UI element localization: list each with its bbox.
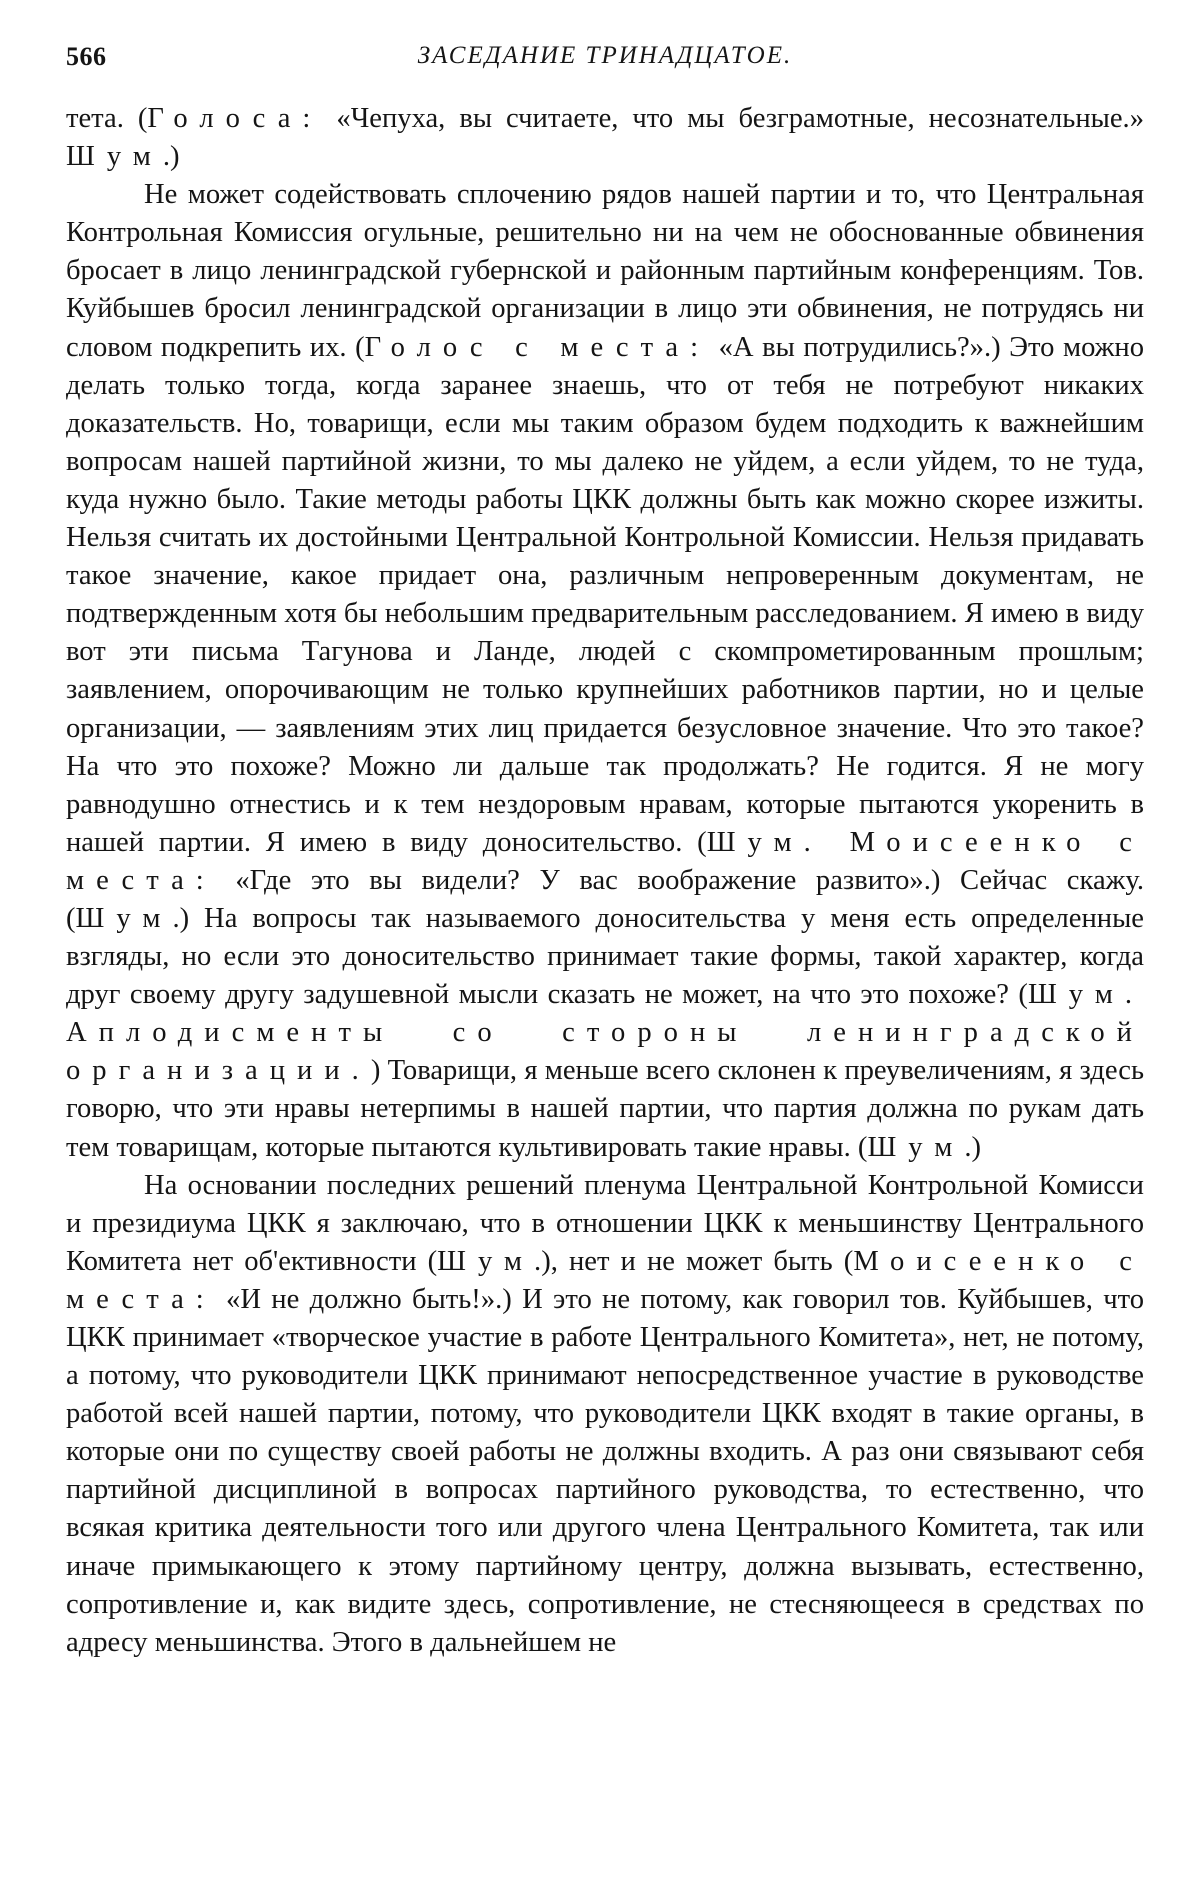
text-run: «И не должно быть!».) И это не потому, как говорил тов. Куйбышев, что ЦКК принимает «творческое участие в работе Центрального Комитета», нет, не потому, а потому, что руководители ЦКК принимают непосредственное участие в руководстве работой всей нашей партии, потому, что руководители ЦКК входят в такие органы, в которые они по существу своей работы не должны входить. А раз они связывают себя партийной дисциплиной в вопросах партийного руководства, то естественно, что всякая критика деятельности того или другого члена Центрального Комитета, так или иначе примыкающего к этому партийному центру, должна вызывать, естественно, сопротивление и, как видите здесь, сопротивление, не стесняющееся в средствах по адресу меньшинства. Этого в дальнейшем не [66,1283,1144,1658]
text-run: .) На вопросы так называемого доносительства у меня есть определенные взгляды, но если это доносительство принимает такие формы, такой характер, когда друг своему другу задушевной мысли сказать не может, на что это похоже? ( [66,902,1144,1011]
spaced-remark: Шум [867,1131,965,1163]
spaced-remark: Шум [437,1245,535,1277]
spaced-remark: Шум [66,141,163,173]
text-run: .) [964,1131,982,1163]
spaced-remark: Шум [75,902,173,934]
text-run: ) Товарищи, я меньше всего склонен к преувеличениям, я здесь говорю, что эти нравы нетерпимы в нашей партии, что партия должна по рукам дать тем товарищам, которые пытаются культивировать такие нравы. ( [66,1055,1144,1163]
spaced-remark: Шум. Моисеенко с места: [66,826,1144,896]
spaced-remark: Голос с места: [364,331,711,363]
spaced-remark: Шум. Аплодисменты со стороны ленинградской организации. [66,979,1144,1087]
page-number: 566 [66,42,107,71]
paragraph [66,1167,1144,1662]
text-run: На основании последних решений пленума Центральной Контрольной Комисси и президиума ЦКК я заключаю, что в отношении ЦКК к меньшинству Центрального Комитета нет об'ективности ( [66,1169,1144,1277]
text-run: .) [162,141,180,173]
text-run: тета. ( [66,103,148,134]
text-run: «Чепуха, вы считаете, что мы безграмотные, несознательные.» [322,103,1145,134]
spaced-remark: Моисеенко с места: [66,1245,1145,1315]
running-title: ЗАСЕДАНИЕ ТРИНАДЦАТОЕ. [417,42,793,69]
paragraph [66,100,1144,176]
paragraph [66,176,1144,1166]
text-run: «А вы потрудились?».) Это можно делать только тогда, когда заранее знаешь, что от тебя не потребуют никаких доказательств. Но, товарищи, если мы таким образом будем подходить к важнейшим вопросам нашей партийной жизни, то мы далеко не уйдем, а если уйдем, то не туда, куда нужно было. Такие методы работы ЦКК должны быть как можно скорее изжиты. Нельзя считать их достойными Центральной Контрольной Комиссии. Нельзя придавать такое значение, какое придает она, различным непроверенным документам, не подтвержденным хотя бы небольшим предварительным расследованием. Я имею в виду вот эти письма Тагунова и Ланде, людей с скомпрометированным прошлым; заявлением, опорочивающим не только крупнейших работников партии, но и целые организации, — заявлениям этих лиц придается безусловное значение. Что это такое? На что это похоже? Можно ли дальше так продолжать? Не годится. Я не могу равнодушно отнестись и к тем нездоровым нравам, которые пытаются укоренить в нашей партии. Я имею в виду доносительство. ( [66,331,1145,858]
text-run: «Где это вы видели? У вас воображение развито».) Сейчас скажу. ( [66,864,1144,934]
text-run: Не может содействовать сплочению рядов нашей партии и то, что Центральная Контрольная Комиссия огульные, решительно ни на чем не обоснованные обвинения бросает в лицо ленинградской губернской и районным партийным конференциям. Тов. Куйбышев бросил ленинградской организации в лицо эти обвинения, не потрудясь ни словом подкрепить их. ( [66,179,1144,363]
text-run: .), нет и не может быть ( [534,1245,854,1277]
spaced-remark: Голоса: [147,103,323,134]
body-text [66,100,1144,1662]
page-header [66,42,1144,78]
